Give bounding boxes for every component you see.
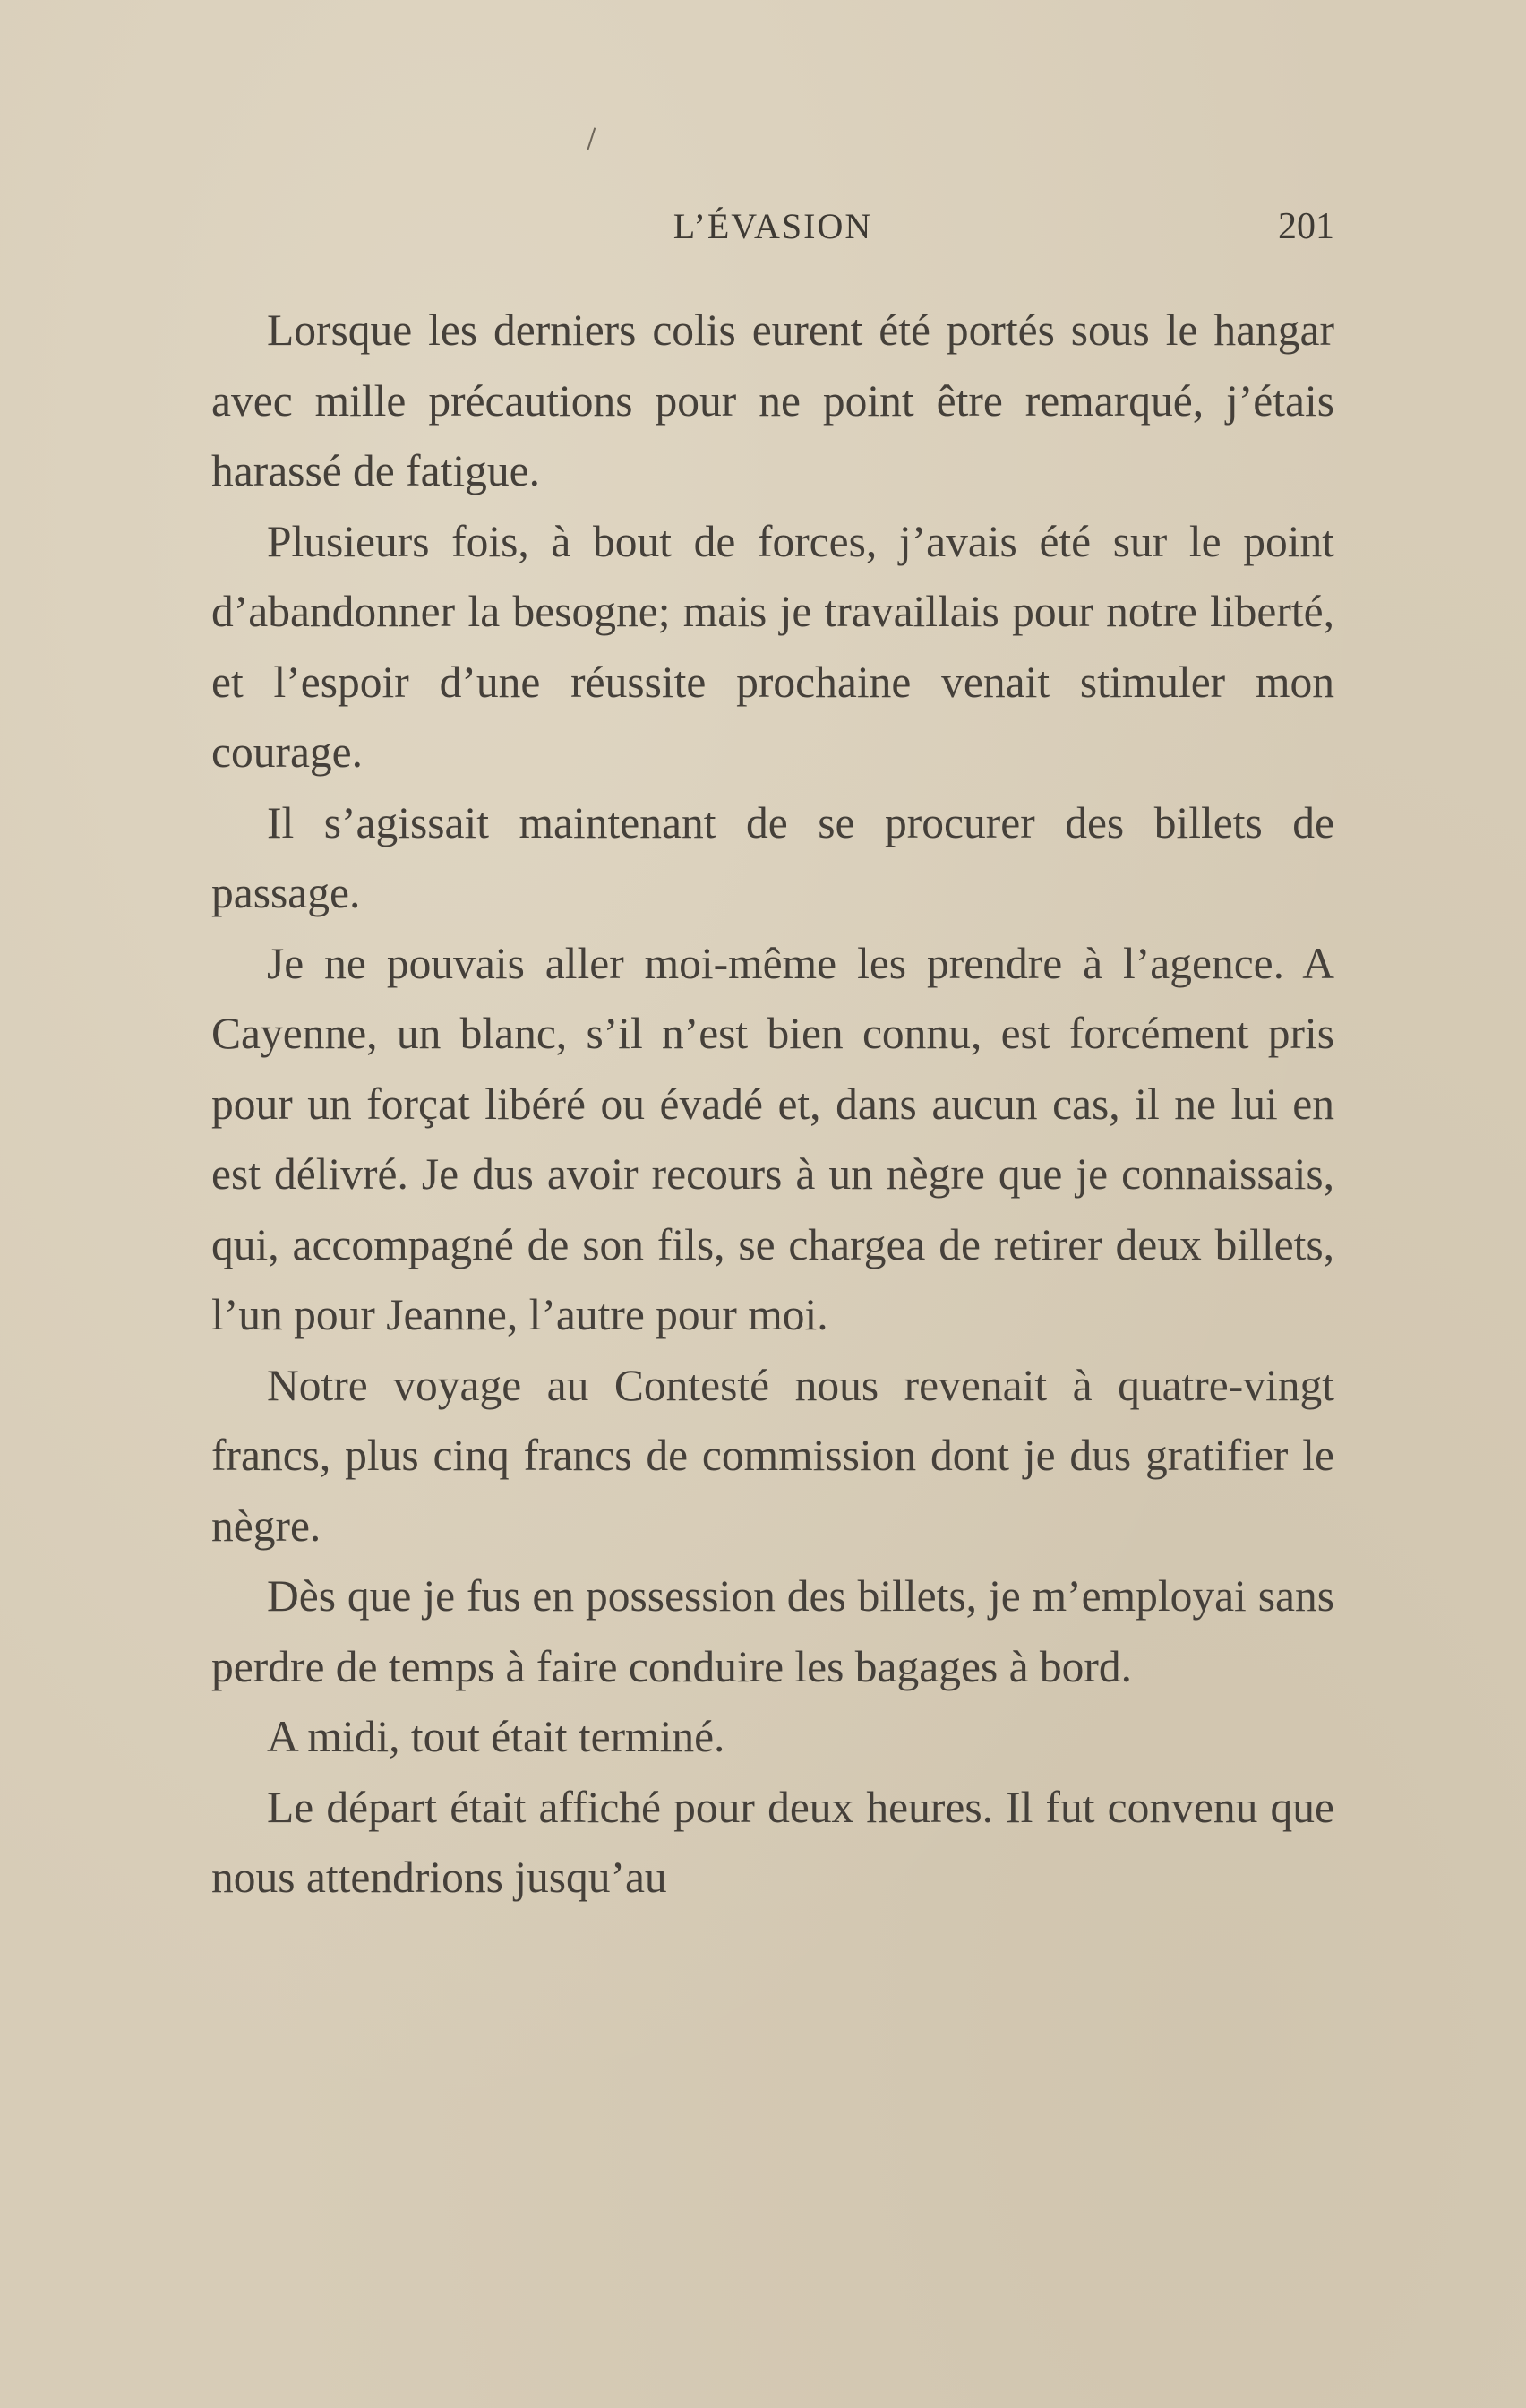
page-number: 201 [1278,206,1334,247]
ink-mark [582,123,601,156]
body-text [211,296,1334,1914]
paragraph: A midi, tout était terminé. [267,1712,725,1761]
paragraph: Il s’agissait maintenant de se procurer des billets de passage. [211,797,1334,917]
page-header [211,202,1334,255]
paragraph: Dès que je fus en possession des billets, je m’employai sans perdre de temps à faire conduire les bagages à bord. [211,1571,1334,1691]
paragraph: Notre voyage au Contesté nous revenait à quatre-vingt francs, plus cinq francs de commission dont je dus gratifier le nègre. [211,1360,1334,1551]
paragraph: Le départ était affiché pour deux heures. Il fut convenu que nous attendrions jusqu’au [211,1782,1334,1902]
paragraph: Je ne pouvais aller moi-même les prendre à l’agence. A Cayenne, un blanc, s’il n’est bien connu, est forcément pris pour un forçat libéré ou évadé et, dans aucun cas, il ne lui en est délivré. Je dus avoir recours à un nègre que je connaissais, qui, accompagné de son fils, se chargea de retirer deux billets, l’un pour Jeanne, l’autre pour moi. [211,938,1334,1339]
paragraph: Lorsque les derniers colis eurent été portés sous le hangar avec mille précautions pour ne point être remarqué, j’étais harassé de fatigue. [211,305,1334,495]
running-title: L’ÉVASION [673,206,873,246]
paragraph: Plusieurs fois, à bout de forces, j’avais été sur le point d’abandonner la besogne; mais je travaillais pour notre liberté, et l’espoir d’une réussite prochaine venait stimuler mon courage. [211,516,1334,777]
